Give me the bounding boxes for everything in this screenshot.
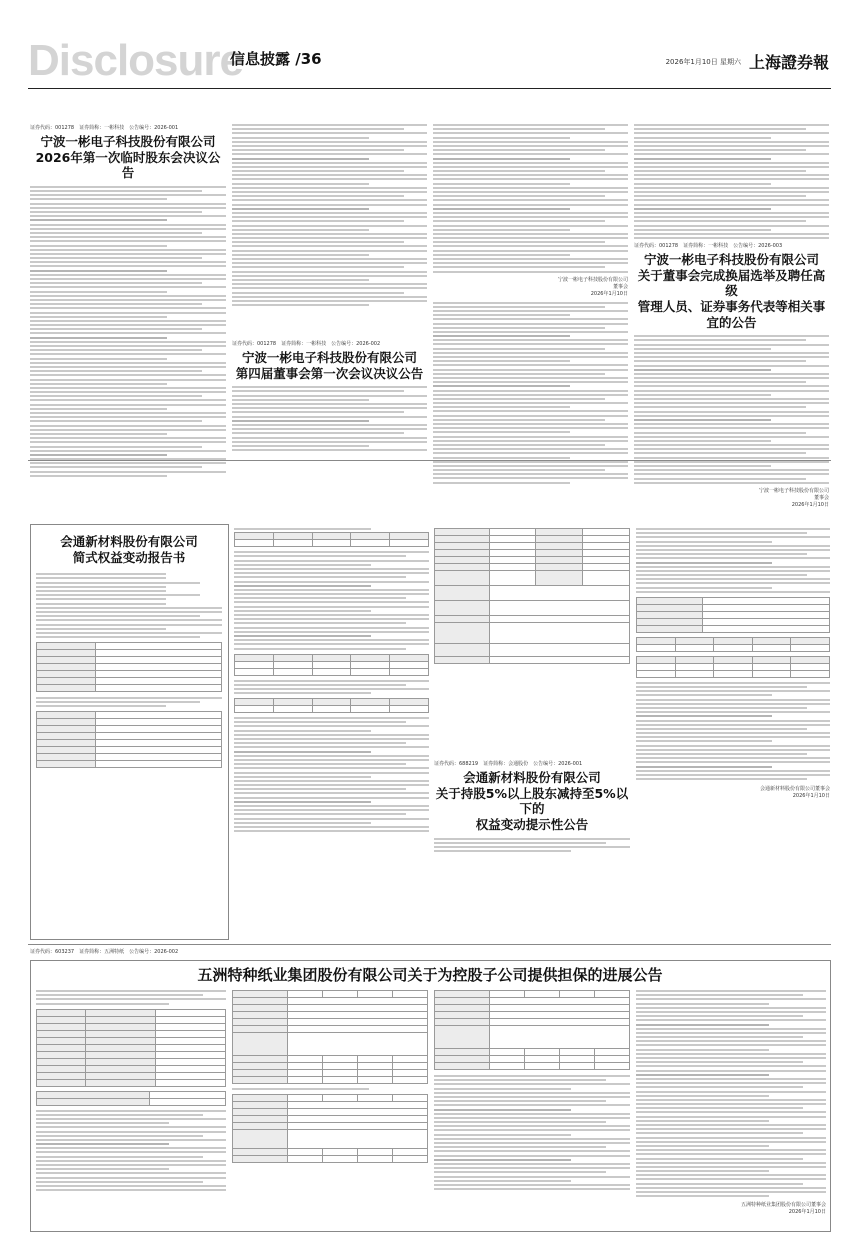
reduction-detail-table [636, 637, 830, 652]
announcement-code: 证券代码：603237 证券简称：五洲特纸 公告编号：2026-002 [30, 949, 179, 955]
section-divider [28, 460, 831, 461]
signature-block: 宁波一彬电子科技股份有限公司 董事会 2026年1月10日 [758, 487, 829, 508]
announcement-title [232, 350, 427, 381]
title-line-1: 宁波一彬电子科技股份有限公司 [643, 252, 819, 268]
shareholder-basic-table [636, 597, 830, 633]
signature-block: 宁波一彬电子科技股份有限公司 董事会 2026年1月10日 [557, 276, 628, 297]
guarantee-type-table [36, 1091, 226, 1106]
announcement-code: 证券代码：001278 证券简称：一彬科技 公告编号：2026-001 [30, 125, 179, 131]
holding-table-2 [234, 654, 429, 676]
title-line-1: 宁波一彬电子科技股份有限公司 [241, 350, 417, 365]
announcement-shareholder-meeting [30, 124, 226, 454]
holding-before-after-table [636, 656, 830, 678]
title-line-2: 2026年第一次临时股东会决议公告 [35, 149, 221, 181]
brand-wordmark: Disclosure [28, 36, 243, 85]
title-line-2: 关于持股5%以上股东减持至5%以下的 [435, 785, 629, 817]
body-text [36, 573, 222, 638]
guarantee-col-4 [636, 990, 826, 1226]
announcement-code: 证券代码：688219 证券简称：会通股份 公告编号：2026-001 [434, 761, 583, 767]
shareholder-meeting-continued [232, 124, 427, 330]
announcement-guarantee-title [36, 966, 824, 988]
subsidiary-info-table-3 [434, 990, 630, 1070]
masthead-rule [28, 88, 831, 89]
paper-name-logo: 上海證券報 [748, 53, 829, 72]
masthead [28, 38, 831, 86]
body-text [30, 186, 226, 477]
holding-table-3 [234, 698, 429, 713]
dateline: 2026年1月10日 星期六 [665, 57, 741, 66]
body-text [434, 838, 630, 853]
announcement-board-meeting [232, 340, 427, 454]
holding-table-1 [234, 532, 429, 547]
announcement-equity-change-report [36, 530, 222, 934]
title-line-2: 第四届董事会第一次会议决议公告 [235, 365, 424, 381]
equity-change-summary-table [434, 528, 630, 664]
body-text [232, 386, 427, 451]
guarantee-col-1 [36, 990, 226, 1226]
title-line-3: 权益变动提示性公告 [475, 816, 589, 832]
title-line-3: 管理人员、证券事务代表等相关事宜的公告 [637, 298, 826, 330]
body-text [634, 335, 829, 484]
signature-block: 五洲特种纸业集团股份有限公司董事会 2026年1月10日 [740, 1202, 826, 1216]
section-divider [28, 944, 831, 945]
equity-change-table-section [434, 528, 630, 740]
title-line-1: 宁波一彬电子科技股份有限公司 [40, 134, 216, 149]
guarantee-summary-table [36, 1009, 226, 1087]
title-line-1: 会通新材料股份有限公司 [60, 534, 198, 549]
title-line-2: 关于董事会完成换届选举及聘任高级 [637, 267, 826, 299]
section-title: 信息披露 /36 [230, 50, 322, 68]
announcement-title: 五洲特种纸业集团股份有限公司关于为控股子公司提供担保的进展公告 [197, 966, 663, 984]
title-line-1: 会通新材料股份有限公司 [463, 770, 601, 785]
announcement-title [30, 134, 226, 181]
guarantee-col-2 [232, 990, 428, 1226]
title-line-2: 简式权益变动报告书 [72, 549, 186, 565]
announcement-title [36, 534, 222, 565]
announcement-title [434, 770, 630, 833]
guarantee-col-3 [434, 990, 630, 1226]
subsidiary-info-table-1 [232, 990, 428, 1084]
announcement-board-election [634, 124, 829, 508]
board-meeting-continued [433, 124, 628, 454]
equity-change-report-continued [234, 528, 429, 938]
definitions-table [36, 642, 222, 692]
shareholder-reduction-continued [636, 528, 830, 938]
announcement-code: 证券代码：001278 证券简称：一彬科技 公告编号：2026-003 [634, 243, 783, 250]
signature-block: 会通新材料股份有限公司董事会 2026年1月10日 [759, 786, 830, 800]
subsidiary-info-table-2 [232, 1094, 428, 1163]
announcement-title [634, 252, 829, 330]
shareholder-info-table [36, 711, 222, 768]
announcement-code: 证券代码：001278 证券简称：一彬科技 公告编号：2026-002 [232, 341, 381, 347]
announcement-shareholder-reduction [434, 760, 630, 938]
masthead-right [666, 50, 829, 73]
